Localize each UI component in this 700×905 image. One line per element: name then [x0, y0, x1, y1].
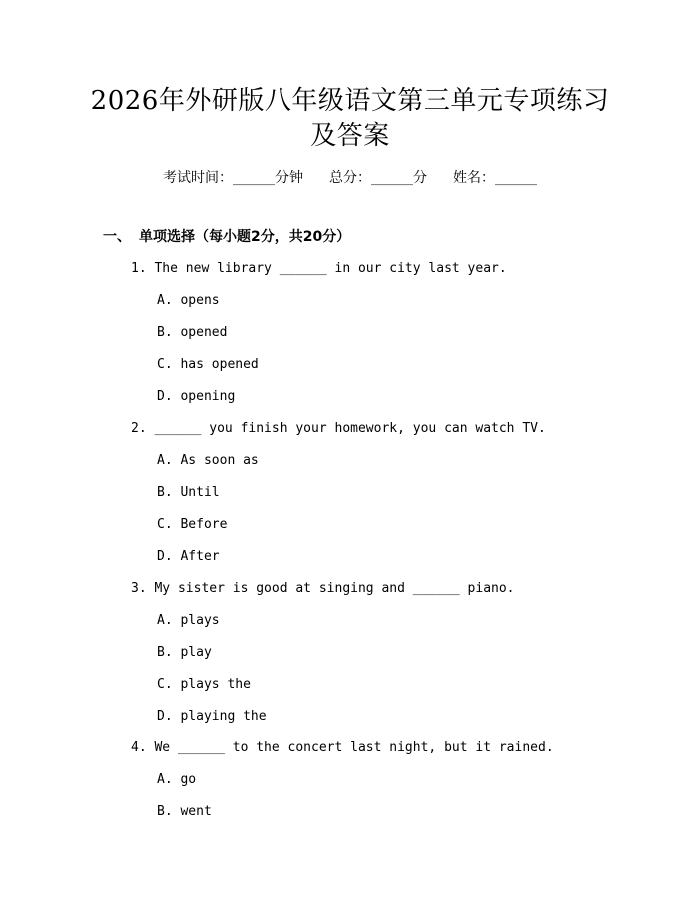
section-number: 一、 — [103, 229, 131, 245]
page-title-line2: 及答案 — [310, 121, 390, 151]
total-score-label: 总分：______分 — [329, 170, 427, 186]
question-3-option-c: C. plays the — [157, 677, 251, 692]
question-3-option-a: A. plays — [157, 613, 220, 628]
question-1-option-c: C. has opened — [157, 357, 259, 372]
question-1-option-a: A. opens — [157, 293, 220, 308]
question-4-stem: 4. We ______ to the concert last night, but it rained. — [131, 740, 554, 755]
question-3-stem: 3. My sister is good at singing and ______ piano. — [131, 581, 515, 596]
question-1-stem: 1. The new library ______ in our city last year. — [131, 261, 507, 276]
question-2-option-d: D. After — [157, 549, 220, 564]
question-2-option-a: A. As soon as — [157, 453, 259, 468]
question-2-stem: 2. ______ you finish your homework, you can watch TV. — [131, 421, 546, 436]
question-4-option-a: A. go — [157, 772, 197, 787]
name-label: 姓名：______ — [453, 170, 537, 186]
question-3-option-b: B. play — [157, 645, 212, 660]
exam-info-row — [0, 168, 700, 188]
exam-time-label: 考试时间：______分钟 — [163, 170, 303, 186]
question-1-option-d: D. opening — [157, 389, 236, 404]
question-2-option-c: C. Before — [157, 517, 228, 532]
question-3-option-d: D. playing the — [157, 709, 267, 724]
section-heading — [103, 227, 350, 247]
question-4-option-b: B. went — [157, 804, 212, 819]
section-title: 单项选择（每小题2分，共20分） — [139, 229, 351, 245]
question-1-option-b: B. opened — [157, 325, 228, 340]
page-title-line1: 2026年外研版八年级语文第三单元专项练习 — [90, 86, 610, 116]
question-2-option-b: B. Until — [157, 485, 220, 500]
